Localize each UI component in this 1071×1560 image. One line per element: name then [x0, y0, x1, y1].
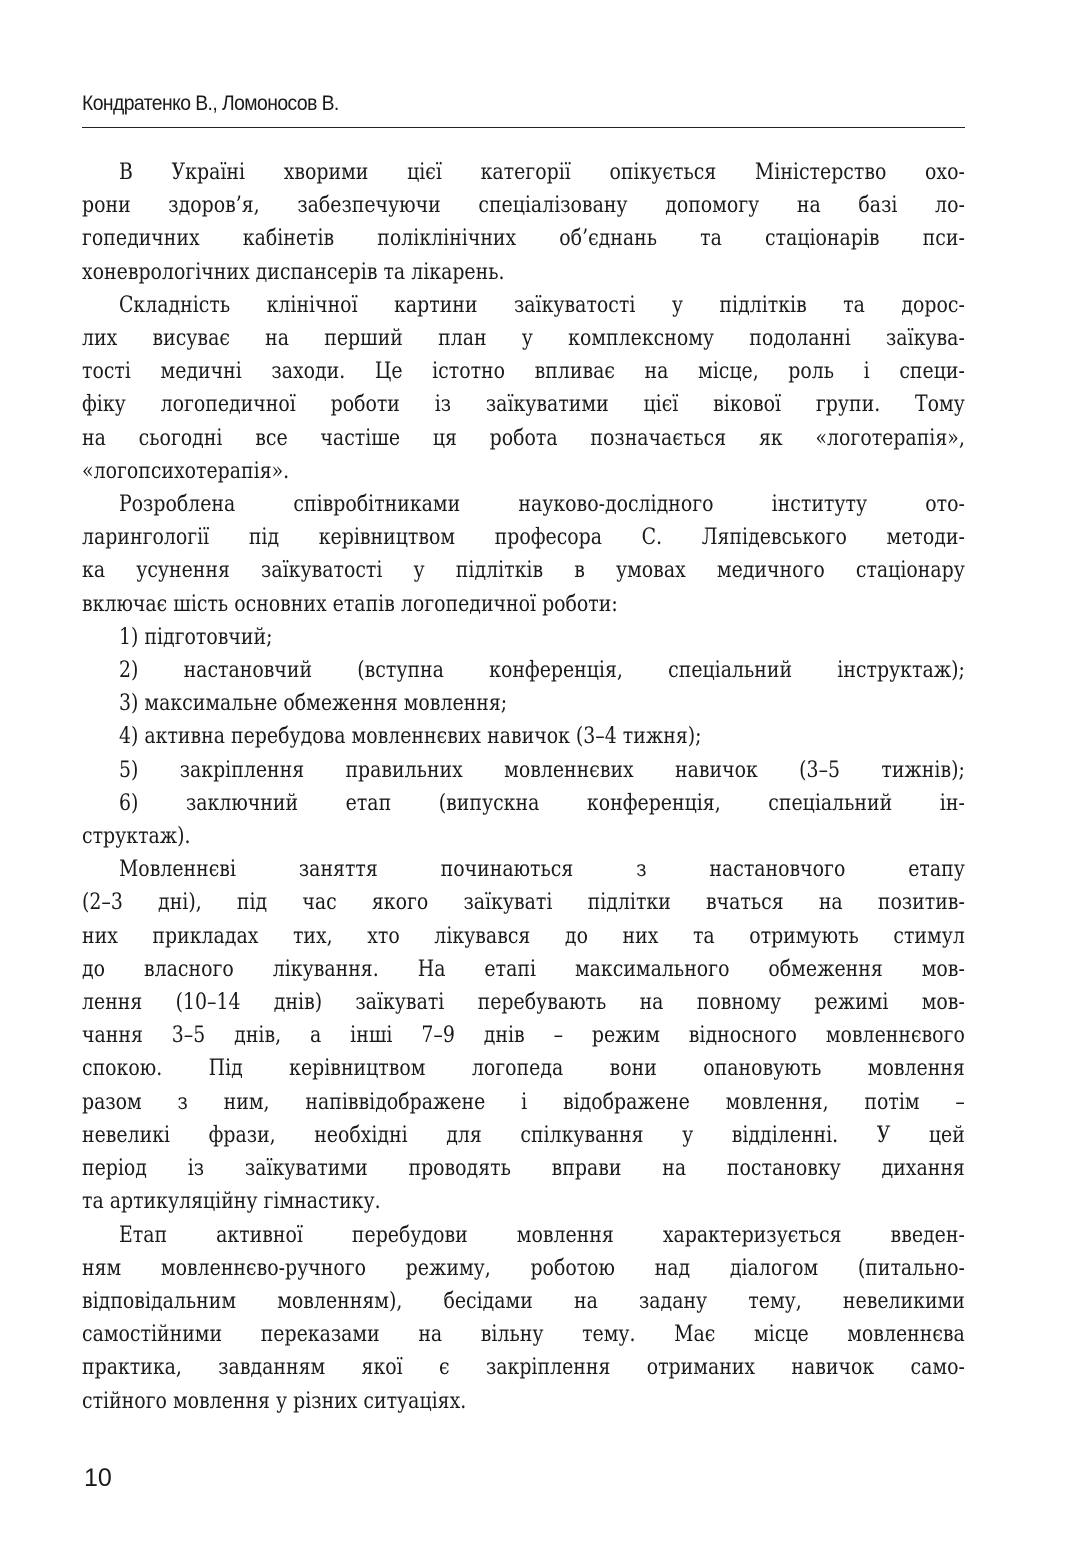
- text-line: період із заїкуватими проводять вправи на постановку дихання: [82, 1155, 965, 1182]
- page-number: 10: [84, 1464, 112, 1492]
- text-line: невеликі фрази, необхідні для спілкування у відділенні. У цей: [82, 1121, 965, 1148]
- stages-list: [82, 621, 965, 853]
- text-line: фіку логопедичної роботи із заїкуватими цієї вікової групи. Тому: [82, 391, 965, 418]
- stage-item: 5) закріплення правильних мовленнєвих навичок (3–5 тижнів);: [118, 756, 965, 783]
- text-line: Мовленнєві заняття починаються з настановчого етапу: [118, 856, 965, 883]
- text-line: рони здоров’я, забезпечуючи спеціалізовану допомогу на базі ло-: [82, 192, 965, 219]
- text-line: лих висуває на перший план у комплексному подоланні заїкува-: [82, 325, 965, 352]
- text-line: В Україні хворими цієї категорії опікується Міністерство охо-: [118, 159, 965, 185]
- text-line: тості медичні заходи. Це істотно впливає на місце, роль і специ-: [82, 358, 965, 385]
- text-line: спокою. Під керівництвом логопеда вони опановують мовлення: [82, 1055, 965, 1082]
- paragraph-active-restructuring: [82, 1219, 965, 1418]
- text-line: Етап активної перебудови мовлення характеризується введен-: [118, 1221, 965, 1248]
- text-line: практика, завданням якої є закріплення отриманих навичок само-: [82, 1354, 965, 1381]
- text-line: ням мовленнєво-ручного режиму, роботою над діалогом (питально-: [82, 1254, 965, 1281]
- paragraph-clinical-complexity: [82, 289, 965, 488]
- text-line: Розроблена співробітниками науково-дослідного інституту ото-: [118, 491, 965, 518]
- text-line: «логопсихотерапія».: [82, 457, 290, 484]
- text-line: хоневрологічних диспансерів та лікарень.: [82, 258, 505, 285]
- stage-item: 1) підготовчий;: [118, 623, 273, 650]
- stage-item: 2) настановчий (вступна конференція, спеціальний інструктаж);: [118, 657, 965, 684]
- text-line: ларингології під керівництвом професора С. Ляпідевського методи-: [82, 524, 965, 551]
- stage-item: 6) заключний етап (випускна конференція, спеціальний ін-: [118, 789, 965, 816]
- text-line: Складність клінічної картини заїкуватості у підлітків та дорос-: [118, 291, 965, 318]
- stage-item-continuation: структаж).: [82, 823, 191, 850]
- text-line: чання 3–5 днів, а інші 7–9 днів – режим відносного мовленнєвого: [82, 1022, 965, 1049]
- text-line: на сьогодні все частіше ця робота позначається як «логотерапія»,: [82, 424, 965, 451]
- text-line: (2–3 дні), під час якого заїкуваті підлітки вчаться на позитив-: [82, 889, 965, 916]
- header-divider: [82, 127, 965, 128]
- stage-item: 3) максимальне обмеження мовлення;: [118, 690, 508, 717]
- text-line: включає шість основних етапів логопедичної роботи:: [82, 590, 618, 617]
- text-line: гопедичних кабінетів поліклінічних об’єднань та стаціонарів пси-: [82, 225, 965, 252]
- text-line: разом з ним, напіввідображене і відображене мовлення, потім –: [82, 1088, 965, 1115]
- text-line: та артикуляційну гімнастику.: [82, 1188, 381, 1215]
- text-line: ка усунення заїкуватості у підлітків в умовах медичного стаціонару: [82, 557, 965, 584]
- text-line: відповідальним мовленням), бесідами на задану тему, невеликими: [82, 1287, 965, 1314]
- paragraph-method-intro: [82, 488, 965, 621]
- paragraph-speech-sessions: [82, 853, 965, 1218]
- paragraph-ministry-care: [82, 156, 965, 289]
- text-line: лення (10–14 днів) заїкуваті перебувають на повному режимі мов-: [82, 989, 965, 1016]
- running-header-authors: Кондратенко В., Ломоносов В.: [82, 92, 339, 115]
- text-line: них прикладах тих, хто лікувався до них та отримують стимул: [82, 922, 965, 949]
- text-line: стійного мовлення у різних ситуаціях.: [82, 1387, 467, 1414]
- text-line: самостійними переказами на вільну тему. Має місце мовленнєва: [82, 1321, 965, 1348]
- page-body: [82, 156, 965, 1418]
- text-line: до власного лікування. На етапі максимального обмеження мов-: [82, 955, 965, 982]
- stage-item: 4) активна перебудова мовленнєвих навичок (3–4 тижня);: [118, 723, 702, 750]
